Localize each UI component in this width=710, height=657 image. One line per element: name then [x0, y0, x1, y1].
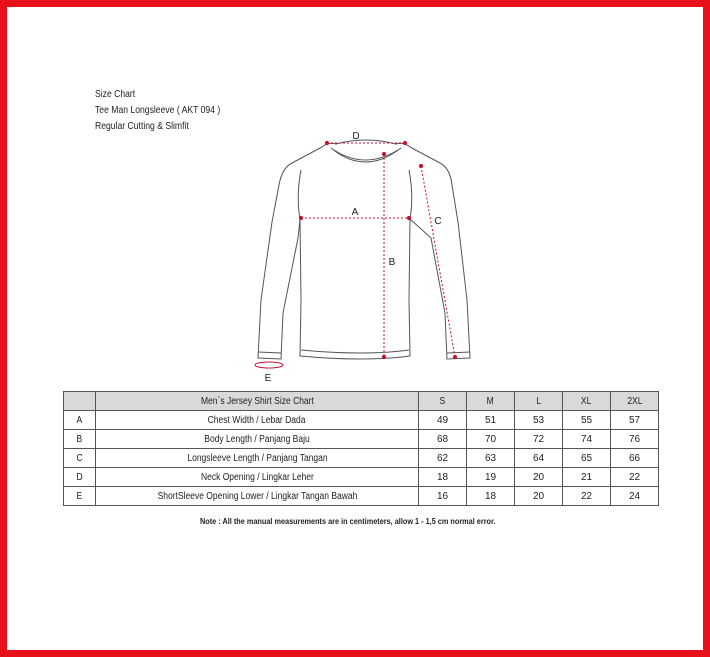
row-value: 62	[419, 449, 467, 468]
row-value: 24	[611, 487, 659, 506]
row-value: 51	[467, 411, 515, 430]
size-header: M	[467, 392, 515, 411]
label-b: B	[388, 257, 396, 268]
measurement-lines	[255, 141, 457, 368]
row-value: 74	[563, 430, 611, 449]
size-header: XL	[563, 392, 611, 411]
row-value: 53	[515, 411, 563, 430]
row-value: 76	[611, 430, 659, 449]
row-value: 55	[563, 411, 611, 430]
measure-labels	[265, 131, 442, 384]
size-header: 2XL	[611, 392, 659, 411]
row-value: 70	[467, 430, 515, 449]
row-value: 49	[419, 411, 467, 430]
row-code: A	[64, 411, 96, 430]
row-code: C	[64, 449, 96, 468]
table-row	[64, 449, 659, 468]
row-code: E	[64, 487, 96, 506]
row-value: 16	[419, 487, 467, 506]
row-label: ShortSleeve Opening Lower / Lingkar Tangan Bawah	[96, 487, 419, 506]
measurement-note: Note : All the manual measurements are in centimeters, allow 1 - 1,5 cm normal error.	[200, 516, 496, 526]
row-value: 72	[515, 430, 563, 449]
table-title: Men`s Jersey Shirt Size Chart	[96, 392, 419, 411]
table-row	[64, 430, 659, 449]
measure-c-line	[421, 166, 455, 357]
marker	[382, 355, 385, 358]
table-row	[64, 487, 659, 506]
header-product: Tee Man Longsleeve ( AKT 094 )	[95, 104, 221, 116]
row-value: 18	[419, 468, 467, 487]
header-fit: Regular Cutting & Slimfit	[95, 120, 189, 132]
table-header-row	[64, 392, 659, 411]
label-a: A	[351, 207, 359, 218]
row-value: 22	[563, 487, 611, 506]
row-code: B	[64, 430, 96, 449]
size-header: S	[419, 392, 467, 411]
row-value: 63	[467, 449, 515, 468]
row-label: Longsleeve Length / Panjang Tangan	[96, 449, 419, 468]
table-row	[64, 468, 659, 487]
row-value: 21	[563, 468, 611, 487]
row-value: 65	[563, 449, 611, 468]
row-label: Neck Opening / Lingkar Leher	[96, 468, 419, 487]
shirt-outline	[258, 140, 470, 359]
row-code: D	[64, 468, 96, 487]
row-value: 57	[611, 411, 659, 430]
marker	[325, 141, 328, 144]
marker	[299, 216, 302, 219]
label-d: D	[352, 131, 360, 142]
row-label: Chest Width / Lebar Dada	[96, 411, 419, 430]
size-chart-table	[63, 391, 659, 506]
row-value: 22	[611, 468, 659, 487]
marker	[453, 355, 456, 358]
header-code-cell	[64, 392, 96, 411]
marker	[382, 152, 385, 155]
marker	[407, 216, 410, 219]
row-value: 68	[419, 430, 467, 449]
row-value: 64	[515, 449, 563, 468]
marker	[419, 164, 422, 167]
row-label: Body Length / Panjang Baju	[96, 430, 419, 449]
row-value: 18	[467, 487, 515, 506]
row-value: 20	[515, 487, 563, 506]
label-c: C	[434, 216, 442, 227]
row-value: 66	[611, 449, 659, 468]
row-value: 19	[467, 468, 515, 487]
table-row	[64, 411, 659, 430]
marker	[403, 141, 406, 144]
header-title: Size Chart	[95, 88, 136, 100]
row-value: 20	[515, 468, 563, 487]
measure-e-ellipse	[255, 362, 283, 368]
size-header: L	[515, 392, 563, 411]
label-e: E	[264, 373, 272, 384]
